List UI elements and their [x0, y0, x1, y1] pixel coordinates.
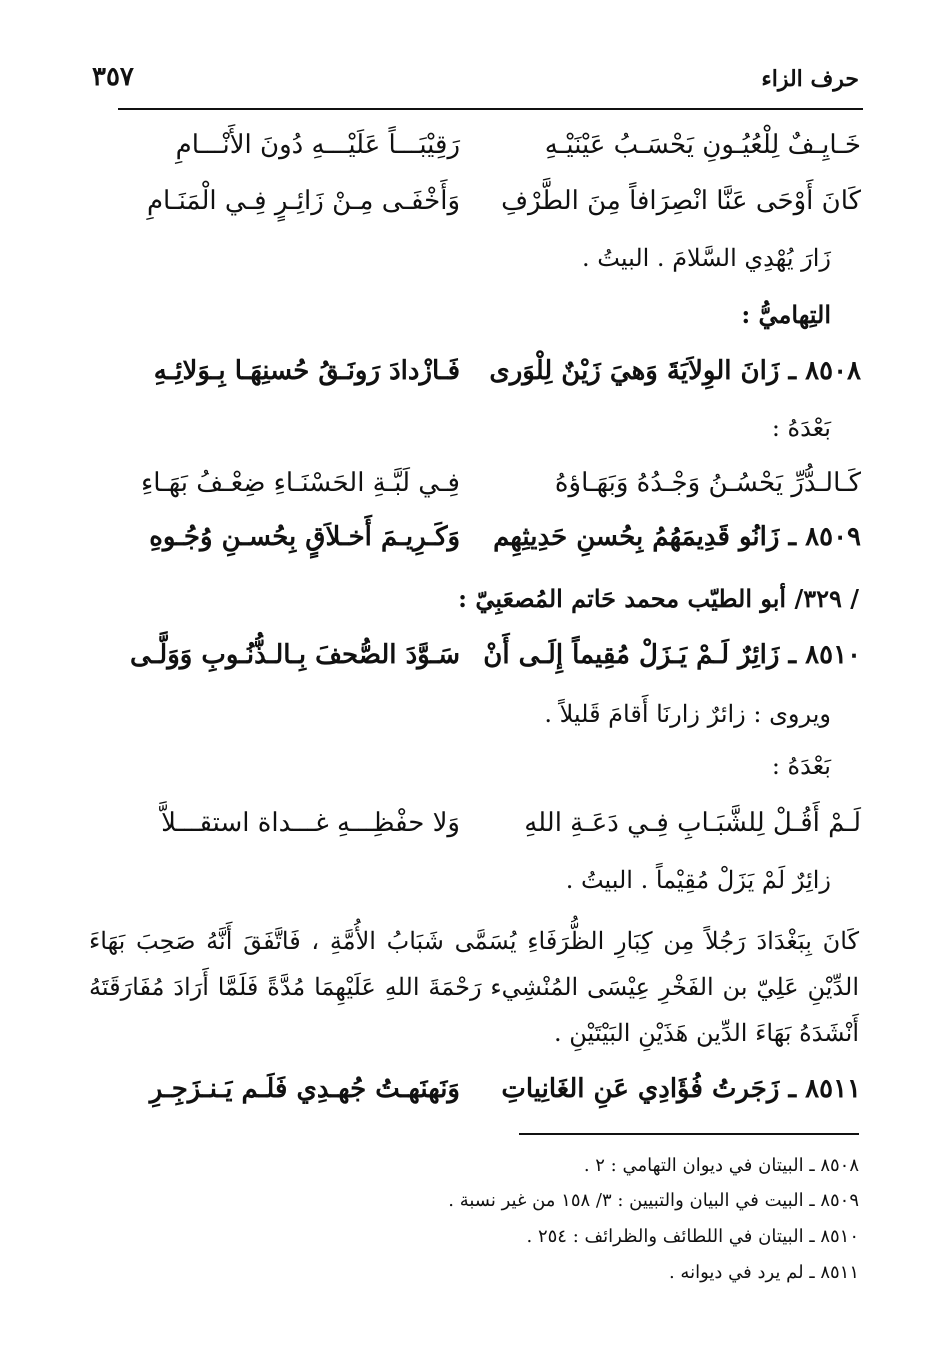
page-number: ٣٥٧	[92, 62, 134, 92]
verse-first-hemistich: كَانَ أَوْحَى عَنَّا انْصِرَافاً مِنَ الطَّرْفِ	[501, 186, 861, 216]
poet-attribution: التِهاميُّ :	[741, 300, 831, 329]
footnote: ٨٥١١ ـ لم يرد في ديوانه .	[668, 1262, 859, 1283]
prose-paragraph: كَانَ بِبَغْدَادَ رَجُلاً مِن كِبَارِ الظُّرَفَاءِ يُسَمَّى شَبَابُ الأُمَّةِ ، فَاتَّفَقَ أَنَّهُ صَحِبَ بَهَاءَ الدِّيْنِ عَلِيّ بن الفَخْرِ عِيْسَى المُنْشِيء رَحْمَةَ اللهِ عَلَيْهِمَا مُدَّةً فَلَمَّا أَرَادَ مُفَارَقَتَهُ أَنْشَدَهُ بَهَاءَ الدِّين هَذَيْنِ البَيْتَيْنِ .	[89, 927, 860, 1047]
prose-line: بَعْدَهُ :	[771, 752, 831, 780]
verse-second-hemistich: فِـي لَبَّـةِ الحَسْنَـاءِ ضِعْـفُ بَهَـاءِ	[141, 468, 460, 498]
prose-line: ويروى : زائرٌ زارنَا أَقامَ قَليلاً .	[544, 700, 831, 728]
footnote: ٨٥١٠ ـ البيتان في اللطائف والظرائف : ٢٥٤ .	[526, 1226, 859, 1247]
verse-8510-first: ٨٥١٠ ـ زَائِرٌ لَـمْ يَـزَلْ مُقِيماً إِلَـى أَنْ	[483, 640, 861, 670]
verse-8509-first: ٨٥٠٩ ـ زَانُو قَدِيمَهُمُ بِحُسنِ حَدِيثِهِم	[493, 522, 861, 552]
prose-line: زائِرٌ لَمْ يَزَلْ مُقِيْماً . البيتُ .	[565, 866, 831, 894]
verse-8511-second: وَنَهنَهـتُ جُهـدِي فَلَـم يَـنـزَجِـرِ	[149, 1074, 460, 1104]
verse-8510-second: سَـوَّدَ الصُّحفَ بِـالـذُّنُـوبِ وَوَلَّـى	[129, 640, 460, 670]
footnote: ٨٥٠٩ ـ البيت في البيان والتبيين : ٣/ ١٥٨ من غير نسبة .	[448, 1190, 859, 1211]
verse-first-hemistich: كَـالـدُّرِّ يَحْسُـنُ وَجْـدُهُ وَبَهَـاؤهُ	[554, 468, 861, 498]
prose-line: زَارَ يُهْدِي السَّلامَ . البيتُ .	[582, 244, 831, 272]
footnote: ٨٥٠٨ ـ البيتان في ديوان التهامي : ٢ .	[583, 1155, 859, 1176]
footnote-divider	[519, 1133, 859, 1135]
verse-second-hemistich: رَقِيْبَـــاً عَلَيْـــهِ دُونَ الأَنْـــامِ	[175, 130, 460, 160]
verse-8511-first: ٨٥١١ ـ زَجَرتُ فُؤَادِي عَنِ الغَانِياتِ	[501, 1074, 861, 1104]
verse-second-hemistich: وَأَخْفَـى مِـنْ زَائِـرٍ فِـي الْمَنَـامِ	[146, 186, 460, 216]
verse-second-hemistich: وَلا حفْظِـــهِ غـــداة استقـــلاَّ	[161, 808, 460, 838]
verse-8509-second: وَكَـرِيـمَ أَخـلاَقٍ بِحُسـنِ وُجُـوهِ	[149, 522, 460, 552]
prose-line: بَعْدَهُ :	[771, 414, 831, 442]
poet-attribution: / ٣٢٩/ أبو الطيّب محمد حَاتم المُصعَبِيّ :	[458, 584, 859, 613]
verse-8508-first: ٨٥٠٨ ـ زَانَ الوِلاَيَةَ وَهيَ زَيْنٌ لِلْوَرى	[489, 356, 861, 386]
verse-8508-second: فَـازْدادَ رَونَـقُ حُسنِهَـا بِـوَلائِـهِ	[153, 356, 460, 386]
header-divider	[118, 108, 863, 110]
verse-first-hemistich: خَـايِـفٌ لِلْعُيُـونِ يَحْسَـبُ عَيْنَيْـهِ	[544, 130, 861, 160]
verse-first-hemistich: لَـمْ أَقُـلْ لِلشَّبَـابِ فِـي دَعَـةِ اللهِ	[524, 808, 861, 838]
chapter-title: حرف الزاء	[761, 66, 859, 92]
